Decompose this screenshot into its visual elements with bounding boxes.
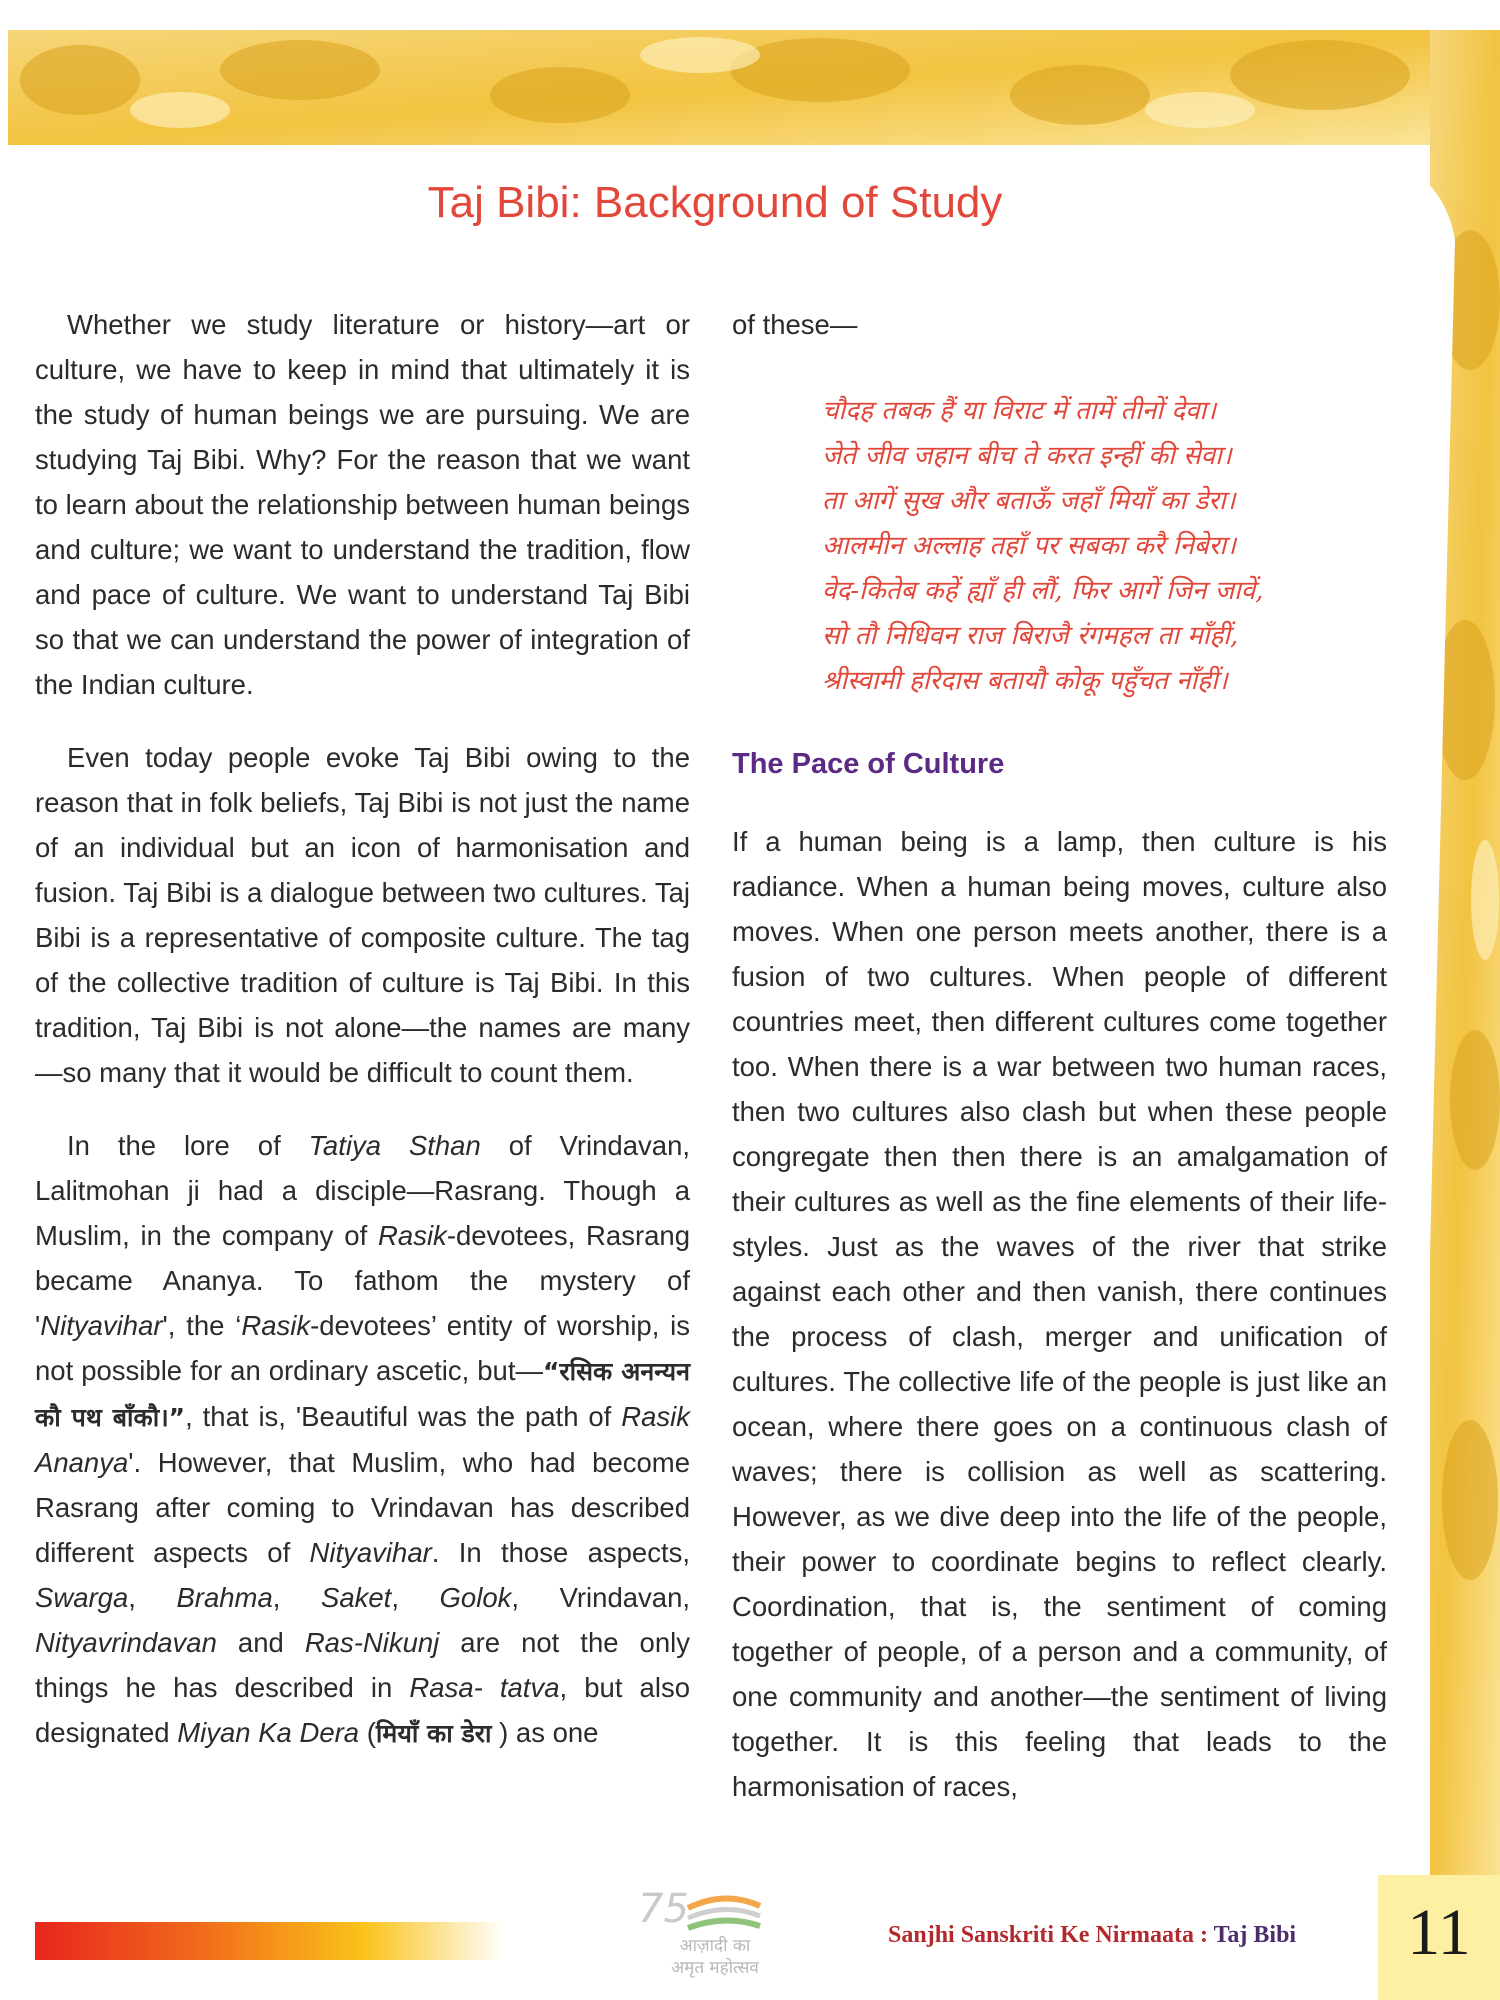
- text-run: and: [216, 1627, 305, 1658]
- text-run: -devotees’ entity of worship, is not possible for an ordinary ascetic, but—: [35, 1310, 690, 1386]
- italic-term: Rasik Ananya: [35, 1401, 690, 1478]
- text-run: , but also designated: [35, 1672, 691, 1748]
- text-run: (: [359, 1717, 376, 1748]
- logo-caption-line: अमृत महोत्सव: [671, 1958, 759, 1978]
- poem-line: आलमीन अल्लाह तहाँ पर सबका करै निबेरा।: [822, 531, 1236, 561]
- left-column: [35, 302, 690, 1756]
- italic-term: Nityavihar: [40, 1310, 163, 1341]
- text-run: . In those aspects,: [431, 1537, 691, 1568]
- italic-term: Swarga: [35, 1582, 129, 1613]
- title-separator: :: [1194, 1922, 1214, 1948]
- italic-term: Saket: [320, 1582, 392, 1613]
- italic-term: Ras-Nikunj: [304, 1627, 440, 1658]
- text-run: '. However, that Muslim, who had become Rasrang after coming to Vrindavan has described different aspects of: [35, 1447, 690, 1568]
- hindi-quote: “रसिक अनन्यन कौ पथ बाँकौ।”: [35, 1357, 690, 1432]
- text-run: -devotees, Rasrang became Ananya. To fathom the mystery of ': [35, 1220, 690, 1341]
- left-paragraph-1: Whether we study literature or history—art or culture, we have to keep in mind that ultimately it is the study of human beings we are pursuing. We are studying Taj Bibi. Why? For the reason that we want to learn about the relationship between human beings and culture; we want to understand the tradition, flow and pace of culture. We want to understand Taj Bibi so that we can understand the power of integration of the Indian culture.: [35, 309, 690, 700]
- hindi-poem: [822, 389, 1387, 704]
- page-number: 11: [1407, 1896, 1471, 1969]
- italic-term: Rasik: [378, 1220, 447, 1251]
- poem-line: वेद-कितेब कहें ह्याँ ही लौं, फिर आगें जिन जावें,: [822, 576, 1264, 606]
- text-run: ', the ‘: [162, 1310, 242, 1341]
- italic-term: Miyan Ka Dera: [177, 1717, 360, 1748]
- text-run: ,: [128, 1582, 177, 1613]
- footer-book-title: [888, 1922, 1338, 1949]
- poem-line: ता आगें सुख और बताऊँ जहाँ मियाँ का डेरा।: [822, 486, 1236, 516]
- hindi-term: मियाँ का डेरा: [375, 1719, 492, 1748]
- book-subtitle: Taj Bibi: [1213, 1922, 1297, 1948]
- poem-line: चौदह तबक हैं या विराट में तामें तीनों देवा।: [822, 396, 1217, 426]
- page-title: Taj Bibi: Background of Study: [427, 178, 1003, 227]
- logo-caption: [630, 1935, 800, 1979]
- text-run: , that is, 'Beautiful was the path of: [185, 1401, 622, 1432]
- text-run: ) as one: [491, 1717, 599, 1748]
- italic-term: Golok: [439, 1582, 512, 1613]
- book-title: Sanjhi Sanskriti Ke Nirmaata: [888, 1922, 1195, 1948]
- text-run: , Vrindavan,: [511, 1582, 691, 1613]
- footer-gradient-bar: [35, 1922, 505, 1960]
- text-run: In the lore of: [67, 1130, 309, 1161]
- italic-term: Nityavrindavan: [35, 1627, 217, 1658]
- continuation-text: of these—: [732, 309, 858, 340]
- italic-term: Rasa- tatva: [409, 1672, 560, 1703]
- text-run: of Vrindavan, Lalitmohan ji had a disciple—Rasrang. Though a Muslim, in the company of: [35, 1130, 691, 1251]
- italic-term: Rasik: [241, 1310, 311, 1341]
- poem-line: श्रीस्वामी हरिदास बतायौ कोकू पहुँचत नाँहीं।: [822, 666, 1228, 696]
- section-subheading: The Pace of Culture: [732, 748, 1005, 780]
- right-column: [732, 302, 1387, 1809]
- right-paragraph-1: If a human being is a lamp, then culture is his radiance. When a human being moves, culture also moves. When one person meets another, there is a fusion of two cultures. When people of different countries meet, then different cultures come together too. When there is a war between two human races, then two cultures also clash but when these people congregate then then there is an amalgamation of their cultures as well as the fine elements of their life-styles. Just as the waves of the river that strike against each other and then vanish, there continues the process of clash, merger and unification of cultures. The collective life of the people is just like an ocean, where there goes on a continuous clash of waves; there is collision as well as scattering. However, as we dive deep into the life of the people, their power to coordinate begins to reflect clearly. Coordination, that is, the sentiment of coming together of people, of a person and a community, of one community and another—the sentiment of living together. It is this feeling that leads to the harmonisation of races,: [732, 826, 1387, 1802]
- italic-term: Nityavihar: [309, 1537, 432, 1568]
- text-run: ,: [272, 1582, 321, 1613]
- text-run: are not the only things he has described in: [35, 1627, 690, 1703]
- left-paragraph-3: [35, 1123, 690, 1756]
- italic-term: Tatiya Sthan: [308, 1130, 481, 1161]
- logo-caption-line: आज़ादी का: [679, 1936, 751, 1956]
- logo-number: 75: [638, 1886, 689, 1932]
- left-paragraph-2: Even today people evoke Taj Bibi owing to the reason that in folk beliefs, Taj Bibi is not just the name of an individual but an icon of harmonisation and fusion. Taj Bibi is a dialogue between two cultures. Taj Bibi is a representative of composite culture. The tag of the collective tradition of culture is Taj Bibi. In this tradition, Taj Bibi is not alone—the names are many—so many that it would be difficult to count them.: [35, 742, 690, 1088]
- text-run: ,: [391, 1582, 440, 1613]
- poem-line: जेते जीव जहान बीच ते करत इन्हीं की सेवा।: [822, 441, 1232, 471]
- italic-term: Brahma: [176, 1582, 273, 1613]
- poem-line: सो तौ निधिवन राज बिराजै रंगमहल ता माँहीं,: [822, 621, 1239, 651]
